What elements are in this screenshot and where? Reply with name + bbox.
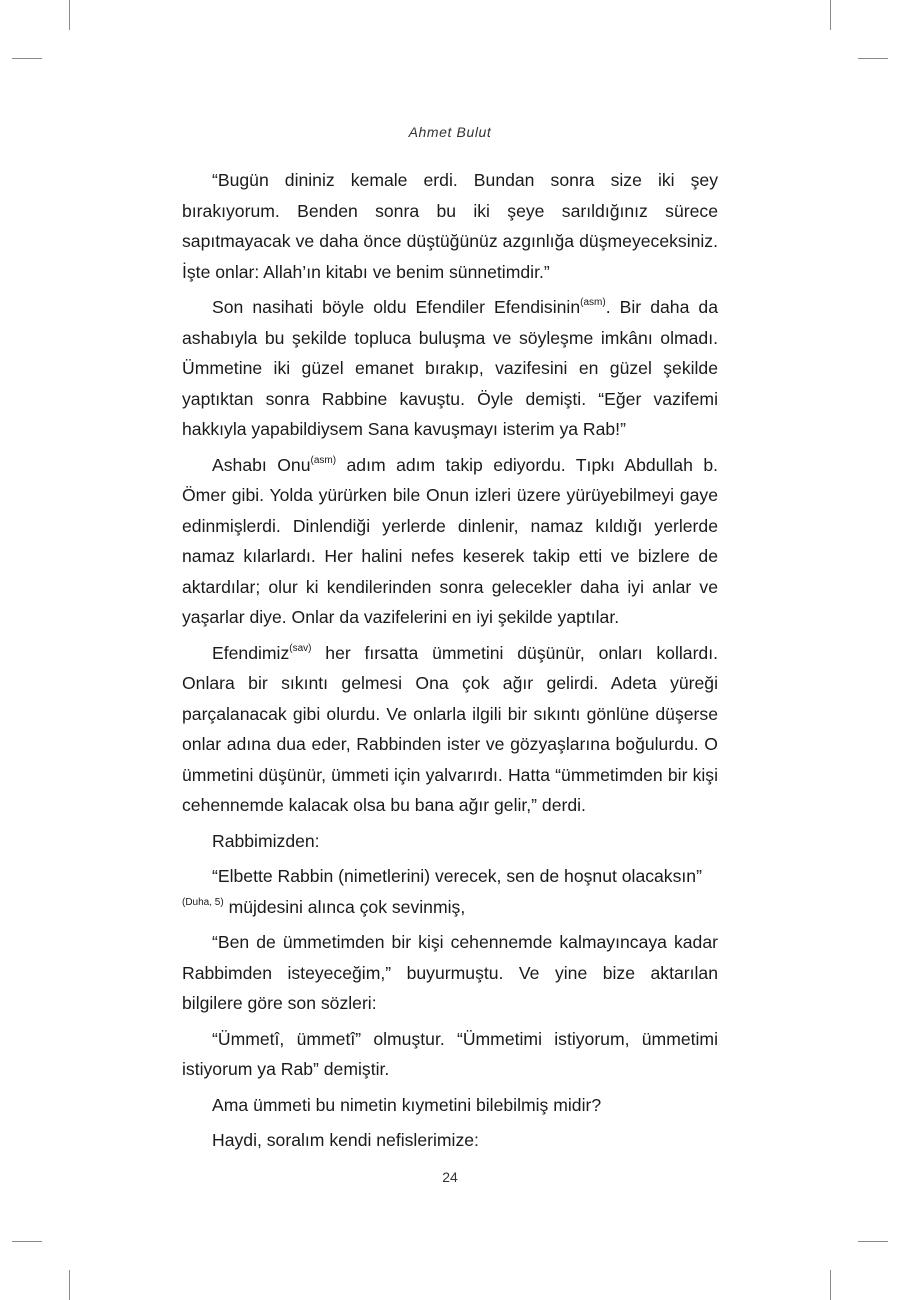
body-text bbox=[182, 165, 718, 1161]
page-number: 24 bbox=[442, 1169, 458, 1185]
paragraph bbox=[182, 826, 718, 857]
paragraph-text: “Ümmetî, ümmetî” olmuştur. “Ümmetimi istiyorum, ümmetimi istiyorum ya Rab” demiştir. bbox=[182, 1028, 718, 1079]
paragraph-text: Ashabı Onu bbox=[212, 454, 311, 475]
paragraph bbox=[182, 861, 718, 892]
crop-mark bbox=[69, 1270, 70, 1300]
paragraph bbox=[182, 892, 718, 923]
paragraph-text: Efendimiz bbox=[212, 642, 290, 663]
paragraph bbox=[182, 638, 718, 821]
paragraph bbox=[182, 1024, 718, 1085]
paragraph-text: Ama ümmeti bu nimetin kıymetini bilebilmiş midir? bbox=[212, 1094, 602, 1115]
paragraph bbox=[182, 927, 718, 1019]
honorific-superscript: (asm) bbox=[310, 454, 337, 466]
crop-mark bbox=[12, 58, 42, 59]
honorific-superscript: (asm) bbox=[580, 297, 606, 308]
paragraph-text: Son nasihati böyle oldu Efendiler Efendisinin bbox=[212, 297, 581, 317]
paragraph-text: her fırsatta ümmetini düşünür, onları kollardı. Onlara bir sıkıntı gelmesi Ona çok ağır gelirdi. Adeta yüreği parçalanacak gibi olurdu. Ve onlarla ilgili bir sıkıntı gönlüne düşerse onlar adına dua eder, Rabbinden ister ve gözyaşlarına boğulurdu. O ümmetini düşünür, ümmeti için yalvarırdı. Hatta “ümmetimden bir kişi cehennemde kalacak olsa bu bana ağır gelir,” derdi. bbox=[182, 642, 718, 815]
citation-superscript: (Duha, 5) bbox=[182, 896, 224, 908]
crop-mark bbox=[858, 58, 888, 59]
paragraph bbox=[182, 450, 718, 633]
paragraph-text: adım adım takip ediyordu. Tıpkı Abdullah b. Ömer gibi. Yolda yürürken bile Onun izleri üzere yürüyebilmeyi gaye edinmişlerdi. Dinlendiği yerlerde dinlenir, namaz kıldığı yerlerde namaz kılarlardı. Her halini nefes keserek takip etti ve bizlere de aktardılar; olur ki kendilerinden sonra gelecekler daha iyi anlar ve yaşarlar diye. Onlar da vazifelerini en iyi şekilde yaptılar. bbox=[182, 454, 719, 627]
paragraph-text: “Bugün dininiz kemale erdi. Bundan sonra size iki şey bırakıyorum. Benden sonra bu iki şeye sarıldığınız sürece sapıtmayacak ve daha önce düştüğünüz azgınlığa düşmeyeceksiniz. İşte onlar: Allah’ın kitabı ve benim sünnetimdir.” bbox=[182, 170, 718, 282]
paragraph-text: . Bir daha da ashabıyla bu şekilde topluca buluşma ve söyleşme imkânı olmadı. Ümmetine iki güzel emanet bırakıp, vazifesini en güzel şekilde yaptıktan sonra Rabbine kavuştu. Öyle demişti. “Eğer vazifemi hakkıyla yapabildiysem Sana kavuşmayı isterim ya Rab!” bbox=[182, 297, 718, 439]
paragraph bbox=[182, 1090, 718, 1121]
crop-mark bbox=[12, 1241, 42, 1242]
crop-mark bbox=[830, 1270, 831, 1300]
paragraph bbox=[182, 292, 718, 445]
paragraph bbox=[182, 165, 718, 287]
paragraph-text: “Ben de ümmetimden bir kişi cehennemde kalmayıncaya kadar Rabbimden isteyeceğim,” buyurmuştu. Ve yine bize aktarılan bilgilere göre son sözleri: bbox=[182, 932, 718, 1013]
paragraph-text: Haydi, soralım kendi nefislerimize: bbox=[212, 1130, 479, 1150]
crop-mark bbox=[69, 0, 70, 30]
crop-mark bbox=[858, 1241, 888, 1242]
paragraph-text: müjdesini alınca çok sevinmiş, bbox=[223, 896, 466, 917]
quote-text: “Elbette Rabbin (nimetlerini) verecek, sen de hoşnut olacaksın” bbox=[212, 866, 702, 886]
paragraph-text: Rabbimizden: bbox=[212, 830, 320, 851]
running-header-author: Ahmet Bulut bbox=[408, 124, 492, 140]
paragraph bbox=[182, 1125, 718, 1156]
honorific-superscript: (sav) bbox=[289, 642, 312, 654]
crop-mark bbox=[830, 0, 831, 30]
